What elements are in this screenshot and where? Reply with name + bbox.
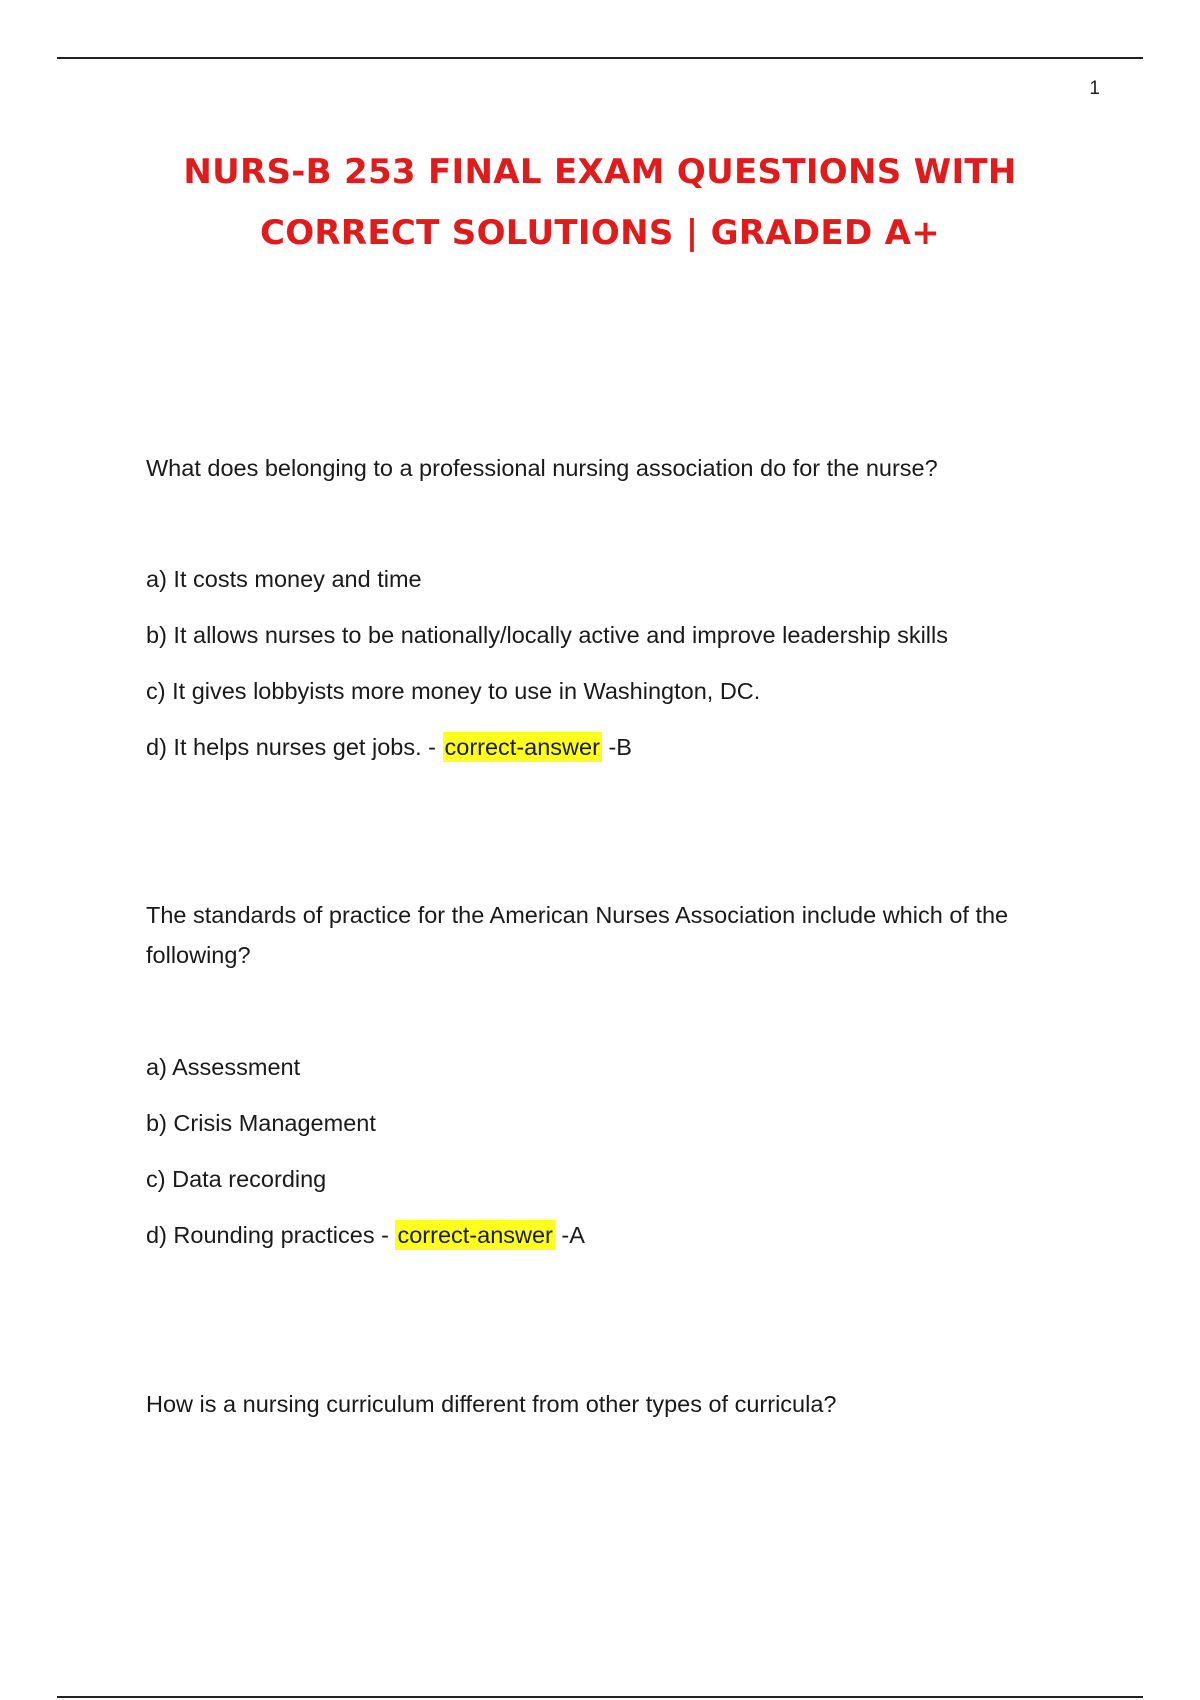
page-number: 1 — [1089, 78, 1100, 99]
q2-correct-answer-highlight: correct-answer — [397, 1222, 553, 1248]
question-1-text: What does belonging to a professional nursing association do for the nurse? — [146, 455, 938, 481]
q2-option-d — [146, 1207, 1066, 1263]
q2-option-b: b) Crisis Management — [146, 1110, 376, 1136]
question-1-options — [146, 551, 1066, 775]
q1-answer-letter: -B — [601, 734, 632, 760]
q2-option-c: c) Data recording — [146, 1166, 327, 1192]
question-2-options — [146, 1039, 1066, 1263]
q1-option-a: a) It costs money and time — [146, 566, 422, 592]
q1-option-c: c) It gives lobbyists more money to use in Washington, DC. — [146, 678, 761, 704]
title-line-2: CORRECT SOLUTIONS | GRADED A+ — [259, 213, 941, 253]
document-title — [100, 142, 1100, 264]
q2-option-d-text: d) Rounding practices - — [146, 1222, 396, 1248]
question-3-text: How is a nursing curriculum different from other types of curricula? — [146, 1391, 837, 1417]
footer-rule — [57, 1696, 1143, 1698]
q2-option-a: a) Assessment — [146, 1054, 301, 1080]
q2-answer-letter: -A — [554, 1222, 585, 1248]
q1-option-d — [146, 719, 1066, 775]
q1-correct-answer-highlight: correct-answer — [444, 734, 600, 760]
header-rule — [57, 57, 1143, 59]
title-line-1: NURS-B 253 FINAL EXAM QUESTIONS WITH — [183, 152, 1017, 192]
q1-option-d-text: d) It helps nurses get jobs. - — [146, 734, 443, 760]
question-2-text: The standards of practice for the American Nurses Association include which of the following? — [146, 902, 1009, 968]
q1-option-b: b) It allows nurses to be nationally/locally active and improve leadership skills — [146, 622, 948, 648]
